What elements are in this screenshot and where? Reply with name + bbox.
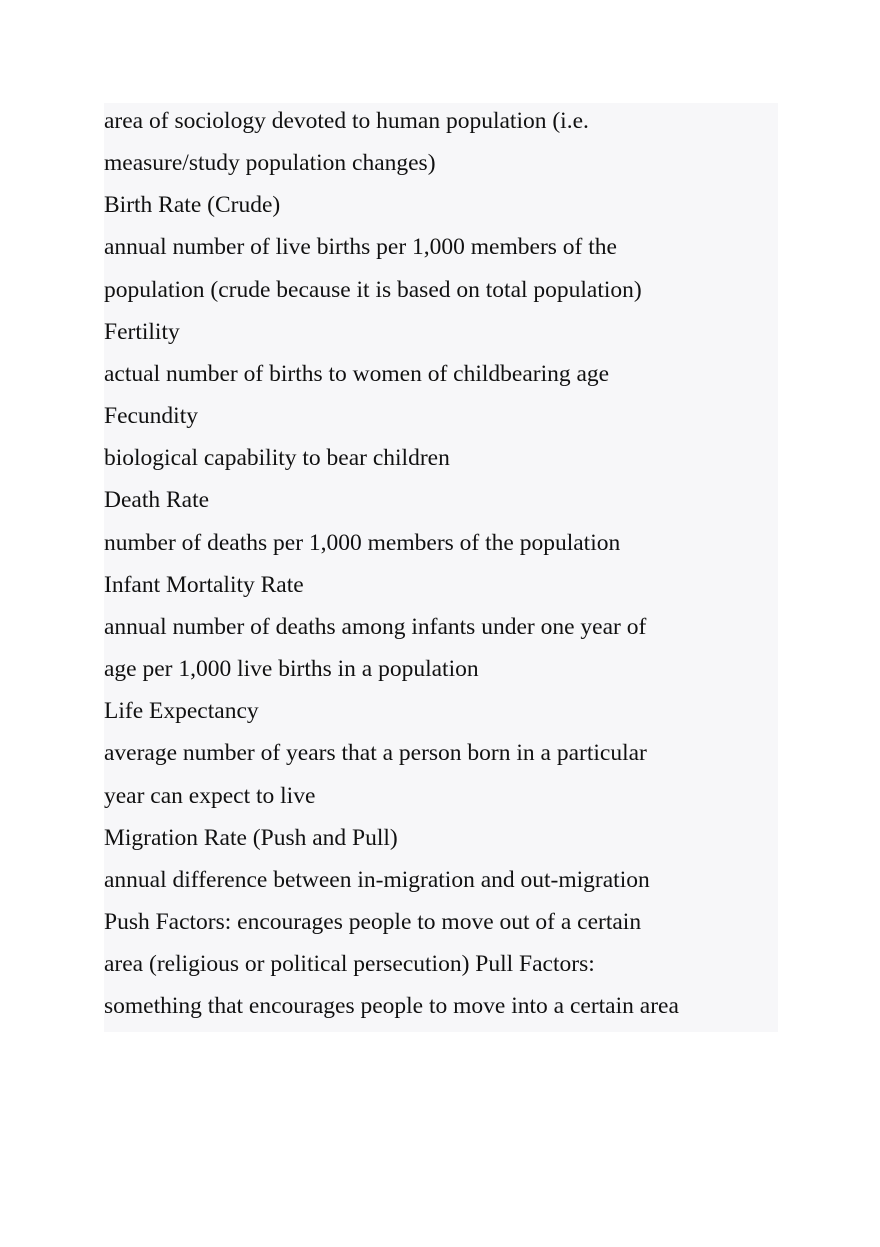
definition-line: number of deaths per 1,000 members of the population [104, 530, 621, 556]
definition-line: year can expect to live [104, 783, 316, 809]
definition-line: Push Factors: encourages people to move out of a certain [104, 909, 642, 935]
definition-line: area (religious or political persecution) Pull Factors: [104, 951, 595, 977]
definition-line: population (crude because it is based on total population) [104, 277, 642, 303]
definition-line: average number of years that a person born in a particular [104, 740, 647, 766]
definition-line: area of sociology devoted to human population (i.e. [104, 108, 589, 134]
term-line: Infant Mortality Rate [104, 572, 304, 598]
term-line: Fertility [104, 319, 180, 345]
definition-line: something that encourages people to move into a certain area [104, 993, 679, 1019]
definition-line: annual number of live births per 1,000 members of the [104, 234, 617, 260]
definition-line: annual difference between in-migration and out-migration [104, 867, 650, 893]
term-line: Life Expectancy [104, 698, 259, 724]
definition-line: biological capability to bear children [104, 445, 450, 471]
definition-line: age per 1,000 live births in a population [104, 656, 479, 682]
definition-line: annual number of deaths among infants under one year of [104, 614, 647, 640]
term-line: Fecundity [104, 403, 198, 429]
definition-line: measure/study population changes) [104, 150, 436, 176]
term-line: Birth Rate (Crude) [104, 192, 281, 218]
definitions-text-block [104, 103, 778, 1032]
definition-line: actual number of births to women of childbearing age [104, 361, 610, 387]
term-line: Migration Rate (Push and Pull) [104, 825, 398, 851]
term-line: Death Rate [104, 487, 210, 513]
